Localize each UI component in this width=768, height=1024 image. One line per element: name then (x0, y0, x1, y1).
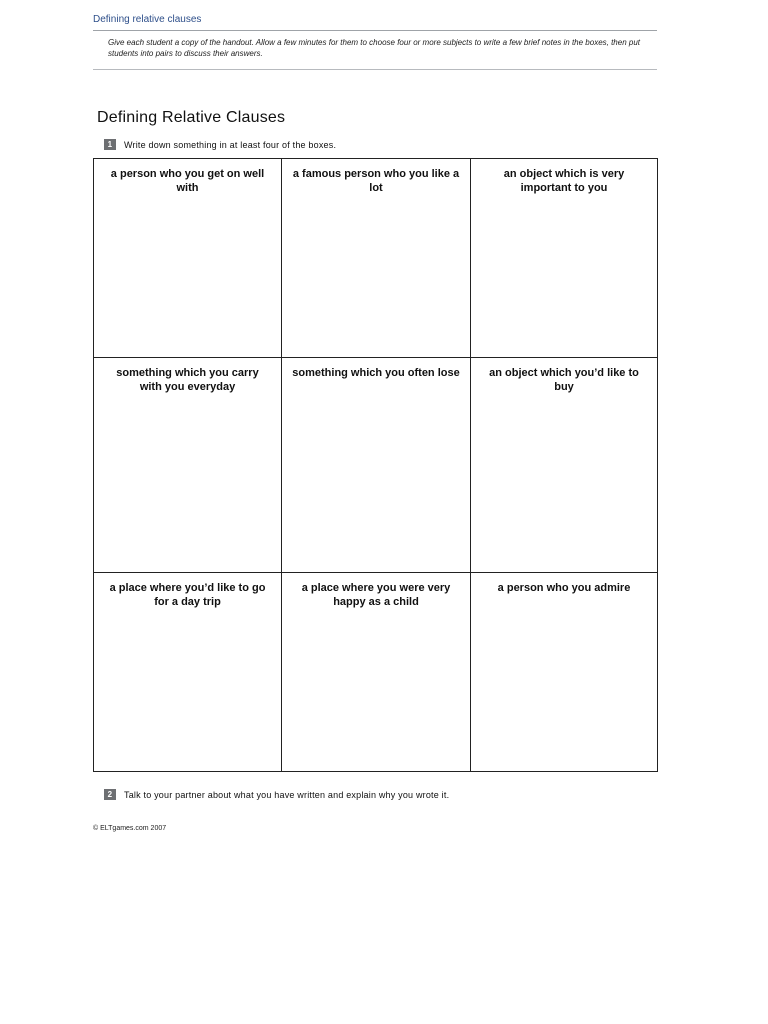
prompt-cell[interactable]: a person who you get on well with (94, 159, 282, 358)
copyright-footer: © ELTgames.com 2007 (93, 825, 167, 832)
prompt-cell[interactable]: a place where you’d like to go for a day trip (94, 573, 282, 771)
instructions-divider (93, 69, 657, 70)
worksheet-title: Defining Relative Clauses (97, 109, 286, 126)
prompt-cell[interactable]: something which you often lose (282, 358, 471, 573)
prompt-cell[interactable]: a place where you were very happy as a child (282, 573, 471, 771)
prompt-cell[interactable]: a person who you admire (497, 582, 631, 594)
prompt-grid (93, 158, 658, 772)
step-2 (104, 789, 449, 800)
prompt-cell[interactable]: an object which you’d like to buy (471, 358, 657, 573)
step-1 (104, 139, 336, 150)
prompt-cell[interactable]: something which you carry with you everyday (94, 358, 282, 573)
step-1-number: 1 (104, 139, 116, 150)
step-2-number: 2 (104, 789, 116, 800)
prompt-cell[interactable]: a famous person who you like a lot (282, 159, 471, 358)
header-title: Defining relative clauses (93, 14, 202, 25)
step-2-text: Talk to your partner about what you have written and explain why you wrote it. (124, 789, 450, 800)
header-divider (93, 30, 657, 31)
teacher-instructions: Give each student a copy of the handout. Allow a few minutes for them to choose four or more subjects to write a few brief notes in the boxes, then put students into pairs to discuss their answers. (108, 38, 640, 58)
prompt-cell[interactable]: an object which is very important to you (471, 159, 657, 358)
step-1-text: Write down something in at least four of the boxes. (124, 139, 337, 150)
